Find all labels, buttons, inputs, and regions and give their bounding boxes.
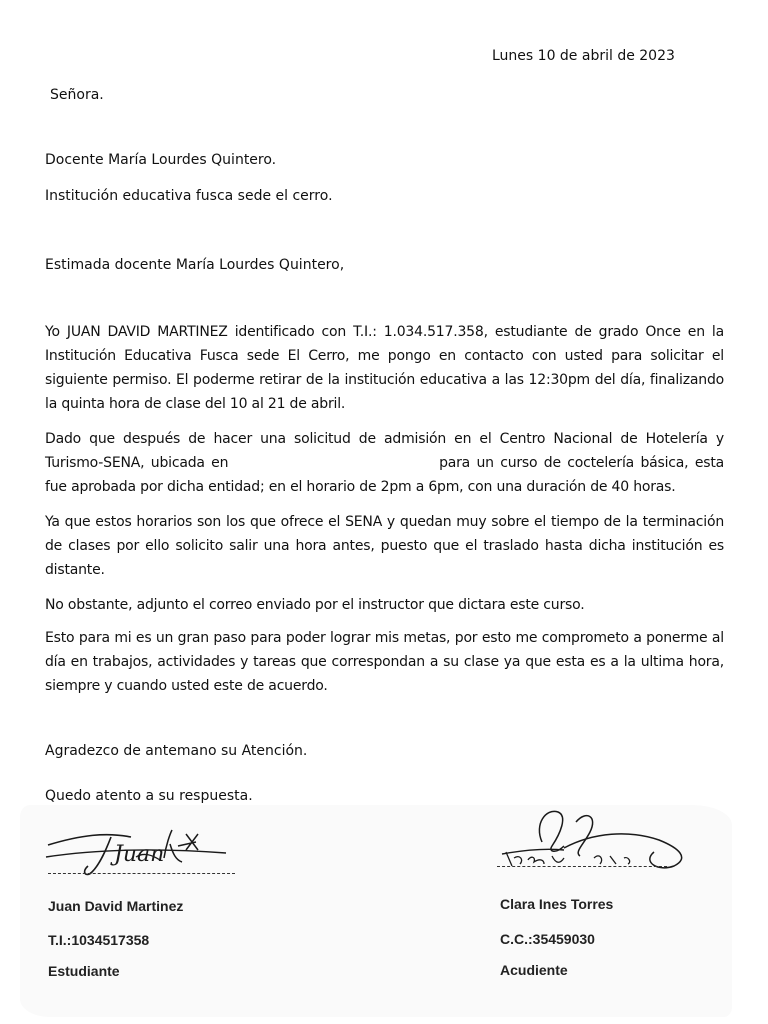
paragraph-admission-start: Dado que después de hacer una solicitud de admisión en el Centro Nacional de Hotelería y Turismo-SENA, ubicada en bbox=[45, 431, 724, 471]
student-id: T.I.:1034517358 bbox=[48, 932, 150, 948]
paragraph-admission-end: para un curso de coctelería básica, esta fue aprobada por dicha entidad; en el horario de 2pm a 6pm, con una duración de 40 horas. bbox=[45, 455, 724, 495]
thanks-line: Agradezco de antemano su Atención. bbox=[45, 743, 308, 759]
paragraph-schedule: Ya que estos horarios son los que ofrece el SENA y quedan muy sobre el tiempo de la terminación de clases por ello solicito salir una hora antes, puesto que el traslado hasta dicha institución es distante. bbox=[45, 514, 724, 578]
student-role: Estudiante bbox=[48, 963, 120, 979]
guardian-id: C.C.:35459030 bbox=[500, 931, 595, 947]
student-name: Juan David Martinez bbox=[48, 898, 184, 914]
paragraph-admission bbox=[45, 427, 724, 499]
recipient-name: Docente María Lourdes Quintero. bbox=[45, 152, 277, 168]
salutation: Señora. bbox=[50, 87, 104, 103]
closing-line: Quedo atento a su respuesta. bbox=[45, 788, 253, 804]
student-signature-line bbox=[48, 873, 235, 874]
greeting: Estimada docente María Lourdes Quintero, bbox=[45, 257, 345, 273]
guardian-role: Acudiente bbox=[500, 962, 568, 978]
letter-date: Lunes 10 de abril de 2023 bbox=[492, 48, 675, 64]
student-signature bbox=[36, 820, 256, 885]
paragraph-commitment: Esto para mi es un gran paso para poder lograr mis metas, por esto me comprometo a ponerme al día en trabajos, actividades y tareas que correspondan a su clase ya que esta es a la ultima hora, siempre y cuando usted este de acuerdo. bbox=[45, 630, 724, 694]
student-signature-text: Juan bbox=[114, 842, 165, 867]
guardian-signature bbox=[494, 802, 704, 882]
guardian-signature-line bbox=[497, 866, 667, 867]
paragraph-request: Yo JUAN DAVID MARTINEZ identificado con T.I.: 1.034.517.358, estudiante de grado Once en la Institución Educativa Fusca sede El Cerro, me pongo en contacto con usted para solicitar el siguiente permiso. El poderme retirar de la institución educativa a las 12:30pm del día, finalizando la quinta hora de clase del 10 al 21 de abril. bbox=[45, 324, 724, 412]
paragraph-attachment: No obstante, adjunto el correo enviado por el instructor que dictara este curso. bbox=[45, 597, 585, 613]
guardian-name: Clara Ines Torres bbox=[500, 896, 614, 912]
recipient-institution: Institución educativa fusca sede el cerro. bbox=[45, 188, 333, 204]
